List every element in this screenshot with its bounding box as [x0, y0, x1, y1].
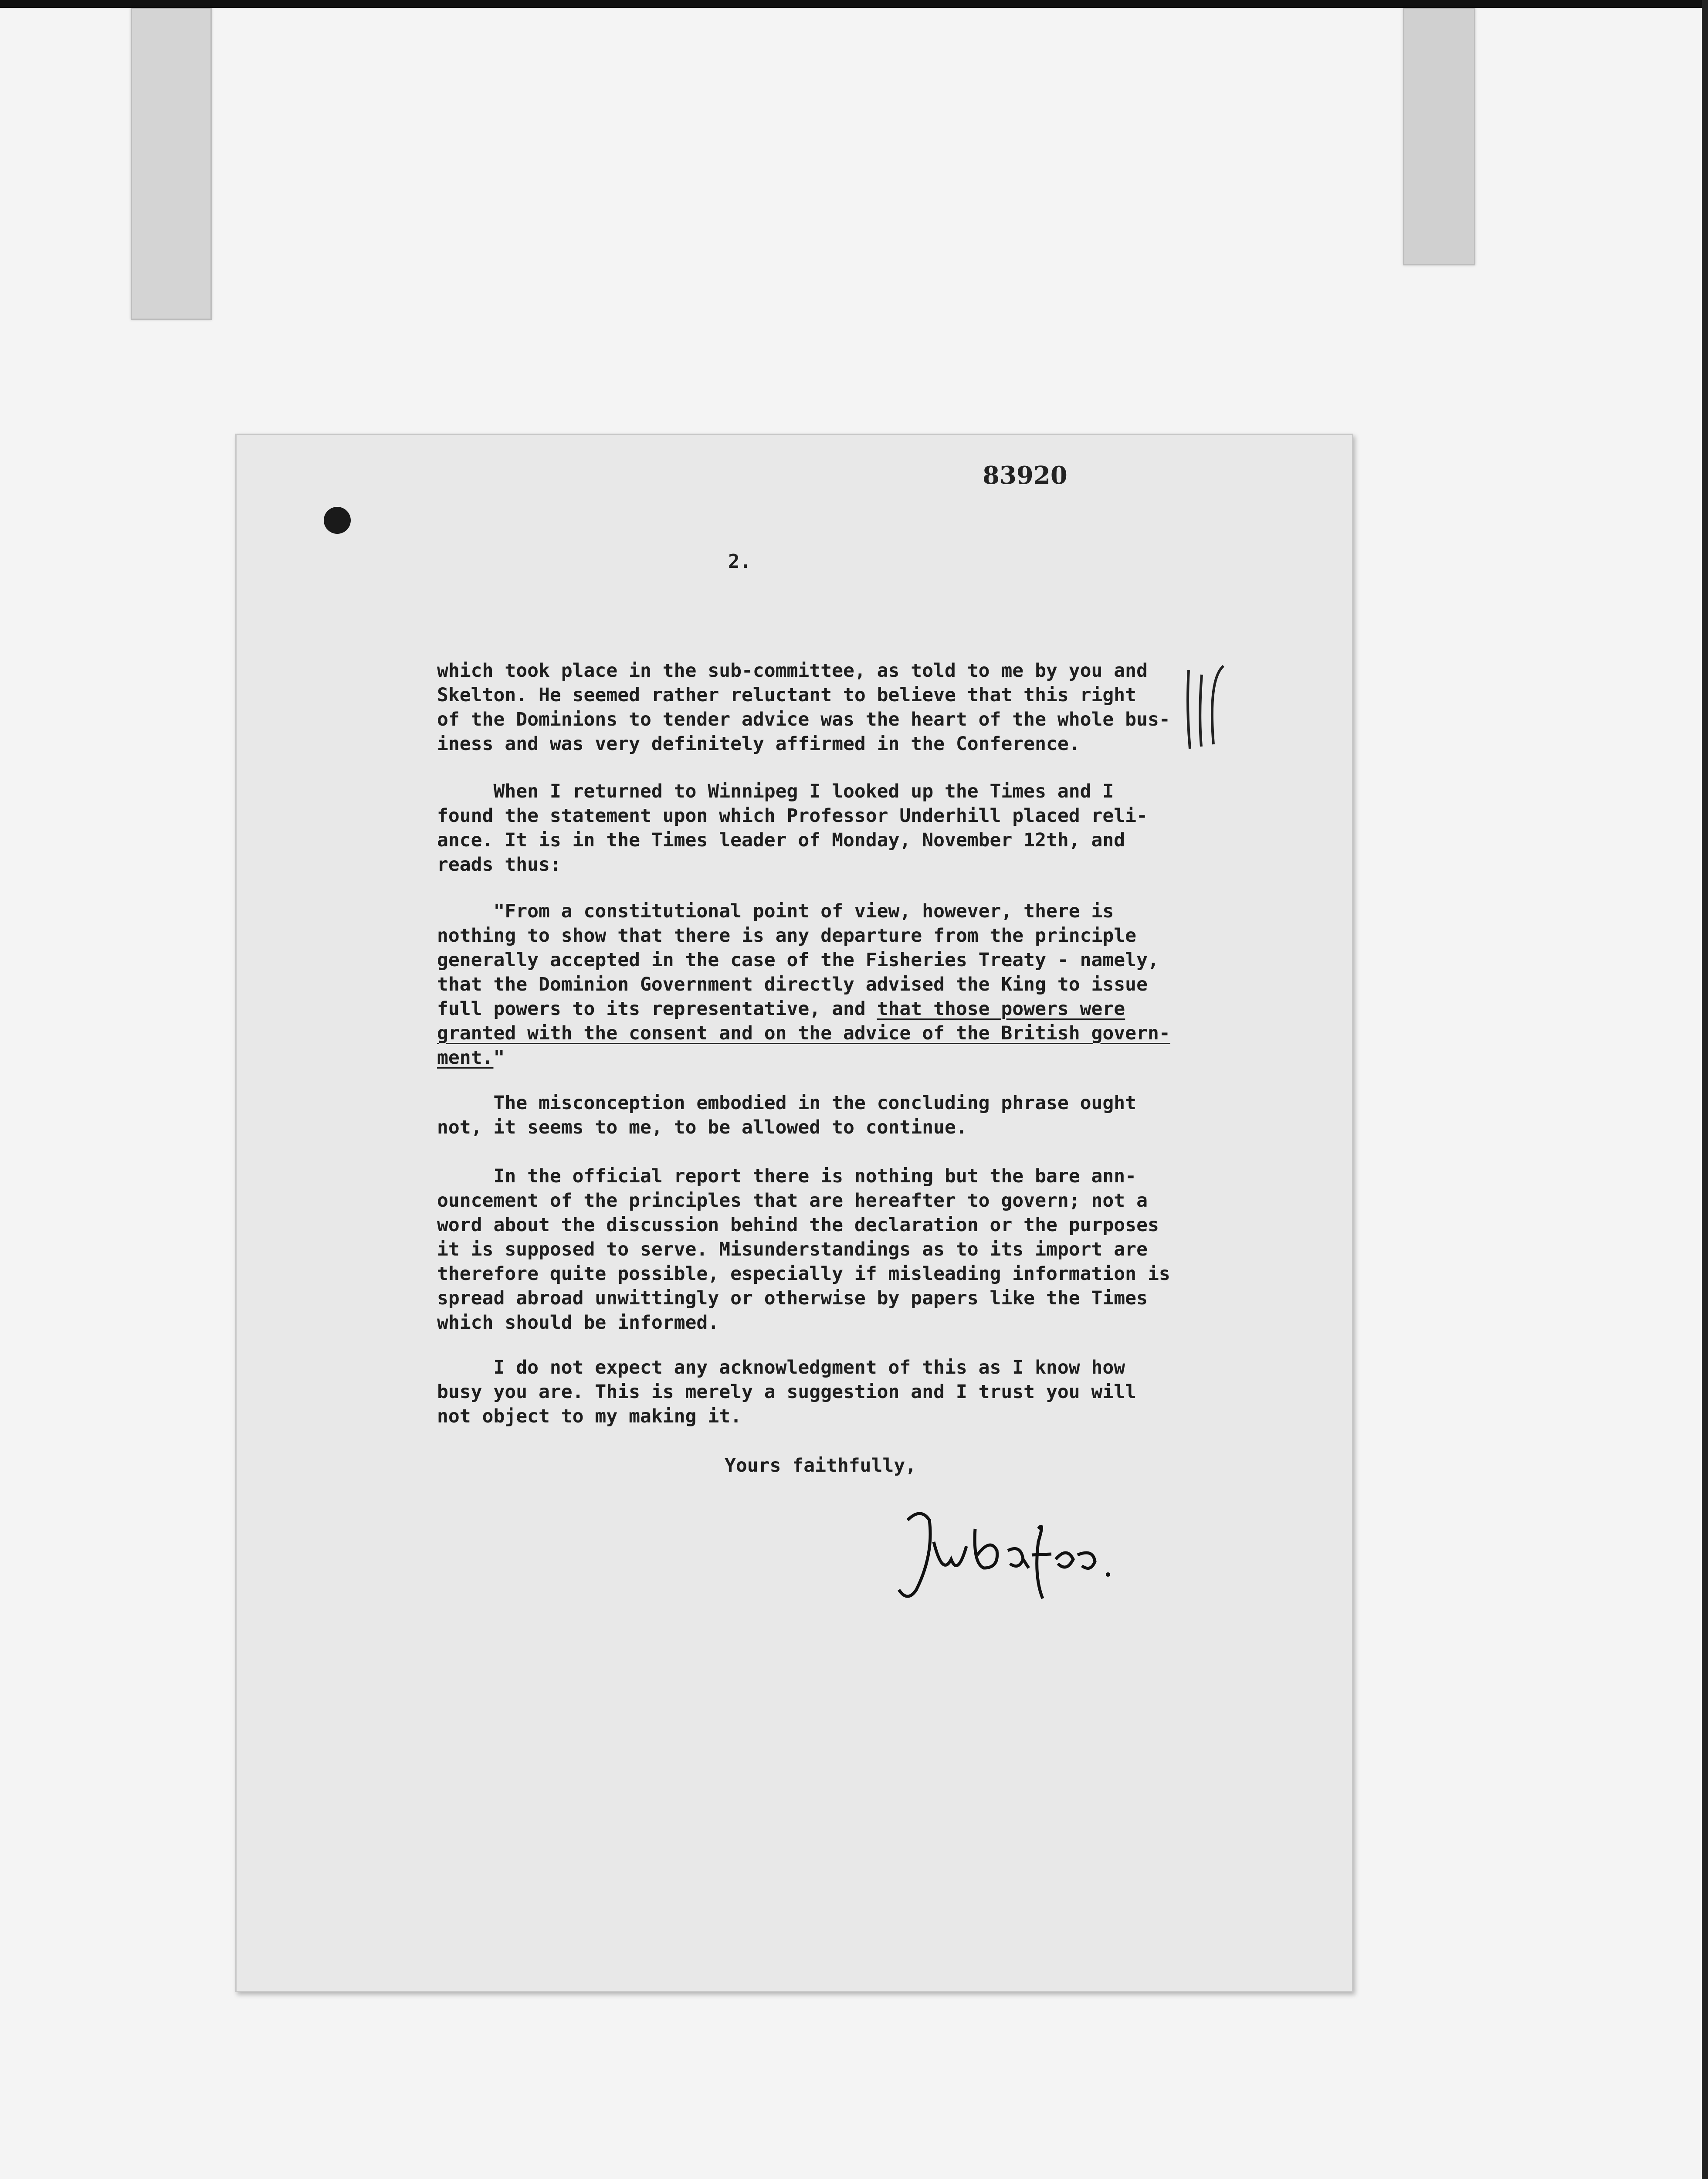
- underlined-text: that those powers were: [877, 998, 1125, 1020]
- punch-hole: [324, 507, 351, 534]
- paragraph-3: [437, 1091, 1186, 1140]
- tape-strip: [1403, 8, 1475, 265]
- paragraph-1: [437, 658, 1186, 756]
- text-line: which took place in the sub-committee, as told to me by you and: [437, 660, 1148, 682]
- quotation: [437, 899, 1186, 1070]
- text-line: nothing to show that there is any departure from the principle: [437, 925, 1137, 947]
- text-line: [437, 1021, 1186, 1045]
- document-number: 83920: [983, 461, 1068, 490]
- text-line: not, it seems to me, to be allowed to continue.: [437, 1117, 967, 1138]
- text-line: word about the discussion behind the declaration or the purposes: [437, 1214, 1159, 1236]
- page-number: 2.: [728, 550, 751, 573]
- underlined-text: ment.: [437, 1047, 494, 1069]
- handwritten-signature: [890, 1503, 1134, 1616]
- text-line: "From a constitutional point of view, however, there is: [437, 900, 1114, 922]
- text-line: which should be informed.: [437, 1312, 719, 1334]
- text-line: it is supposed to serve. Misunderstandings as to its import are: [437, 1239, 1148, 1260]
- text-line: not object to my making it.: [437, 1405, 742, 1427]
- film-frame-right: [1702, 0, 1708, 2179]
- text-line: When I returned to Winnipeg I looked up the Times and I: [437, 781, 1114, 802]
- text-line: iness and was very definitely affirmed in the Conference.: [437, 733, 1080, 755]
- letter-page: [235, 434, 1353, 1992]
- text-line: generally accepted in the case of the Fisheries Treaty - namely,: [437, 949, 1159, 971]
- text-line: ance. It is in the Times leader of Monday, November 12th, and: [437, 829, 1125, 851]
- text-line: [437, 1045, 1186, 1070]
- tape-strip: [131, 8, 212, 320]
- text-line: that the Dominion Government directly advised the King to issue: [437, 974, 1148, 995]
- text-line: Skelton. He seemed rather reluctant to believe that this right: [437, 684, 1137, 706]
- closing-salutation: Yours faithfully,: [725, 1455, 917, 1476]
- text-line: therefore quite possible, especially if misleading information is: [437, 1263, 1170, 1285]
- text-line: [437, 997, 1186, 1021]
- text-line: reads thus:: [437, 854, 561, 876]
- quote-text: ": [493, 1047, 505, 1069]
- text-line: In the official report there is nothing but the bare ann-: [437, 1165, 1137, 1187]
- text-line: busy you are. This is merely a suggestion and I trust you will: [437, 1381, 1137, 1403]
- margin-check-mark: [1182, 662, 1230, 753]
- text-line: The misconception embodied in the concluding phrase ought: [437, 1092, 1137, 1114]
- text-line: found the statement upon which Professor Underhill placed reli-: [437, 805, 1148, 827]
- text-line: I do not expect any acknowledgment of this as I know how: [437, 1357, 1125, 1378]
- paragraph-4: [437, 1164, 1186, 1335]
- paragraph-2: [437, 779, 1186, 877]
- underlined-text: granted with the consent and on the advice of the British govern-: [437, 1022, 1170, 1044]
- text-line: spread abroad unwittingly or otherwise by papers like the Times: [437, 1287, 1148, 1309]
- text-line: ouncement of the principles that are hereafter to govern; not a: [437, 1190, 1148, 1212]
- paragraph-5: [437, 1355, 1186, 1429]
- quote-text: full powers to its representative, and: [437, 998, 877, 1020]
- film-frame-top: [0, 0, 1708, 8]
- text-line: of the Dominions to tender advice was the heart of the whole bus-: [437, 709, 1170, 730]
